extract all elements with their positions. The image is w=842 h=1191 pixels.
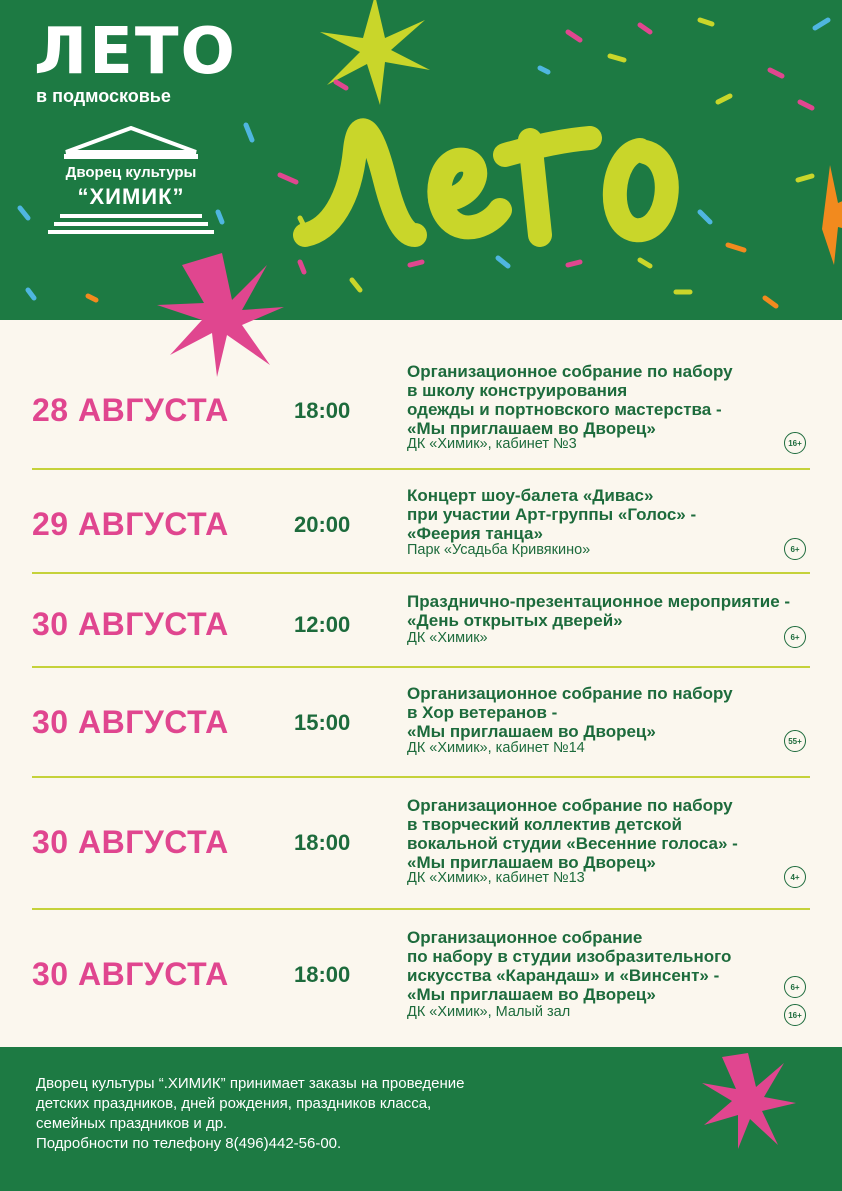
logo-line-1: Дворец культуры: [65, 164, 197, 181]
event-row: [32, 350, 810, 470]
event-row: [32, 668, 810, 778]
age-rating-badge: 6+: [784, 626, 806, 648]
footer-info-text: Дворец культуры “.ХИМИК” принимает заказы на проведение детских праздников, дней рождения, праздников класса, семейных праздников и др. Подробности по телефону 8(496)442-56-00.: [36, 1075, 465, 1152]
event-time: 18:00: [294, 398, 351, 423]
event-venue: ДК «Химик»: [407, 630, 488, 646]
event-title: Организационное собрание по набору в творческий коллектив детской вокальной студии «Весенние голоса» - «Мы приглашаем во Дворец»: [407, 796, 738, 872]
event-row: [32, 574, 810, 668]
event-venue: ДК «Химик», Малый зал: [407, 1004, 571, 1020]
event-date: 30 АВГУСТА: [32, 956, 229, 992]
event-title: Организационное собрание по набору в Хор ветеранов - «Мы приглашаем во Дворец»: [407, 684, 733, 741]
age-rating-badge: 55+: [784, 730, 806, 752]
age-rating-badge: 16+: [784, 1004, 806, 1026]
event-time: 15:00: [294, 710, 351, 735]
building-icon: [46, 126, 216, 240]
dk-khimik-logo: [46, 126, 216, 240]
event-date: 30 АВГУСТА: [32, 606, 229, 642]
event-date: 29 АВГУСТА: [32, 506, 229, 542]
handwritten-leto-graphic: [290, 60, 770, 270]
pink-star-icon: [690, 1047, 810, 1191]
event-title: Концерт шоу-балета «Дивас» при участии Арт-группы «Голос» - «Феерия танца»: [407, 486, 697, 543]
event-venue: ДК «Химик», кабинет №3: [407, 436, 577, 452]
footer-banner: [0, 1047, 842, 1191]
event-venue: ДК «Химик», кабинет №14: [407, 740, 585, 756]
header-banner: [0, 0, 842, 320]
event-venue: Парк «Усадьба Кривякино»: [407, 542, 591, 558]
event-row: [32, 910, 810, 1050]
event-time: 18:00: [294, 830, 351, 855]
event-date: 30 АВГУСТА: [32, 824, 229, 860]
event-title: Организационное собрание по набору в студии изобразительного искусства «Карандаш» и «Винсент» - «Мы приглашаем во Дворец»: [407, 928, 732, 1004]
event-time: 18:00: [294, 962, 351, 987]
event-time: 20:00: [294, 512, 351, 537]
script-word-leto: [290, 60, 770, 270]
event-date: 28 АВГУСТА: [32, 392, 229, 428]
logo-line-2: “ХИМИК”: [77, 184, 185, 209]
event-row: [32, 778, 810, 910]
brand-title: ЛЕТО: [34, 15, 237, 89]
age-rating-badge: 16+: [784, 432, 806, 454]
event-time: 12:00: [294, 612, 351, 637]
brand-subtitle: в подмосковье: [36, 86, 171, 106]
event-date: 30 АВГУСТА: [32, 704, 229, 740]
events-list: [32, 350, 810, 1050]
age-rating-badge: 6+: [784, 538, 806, 560]
event-title: Организационное собрание по набору в школу конструирования одежды и портновского мастерства - «Мы приглашаем во Дворец»: [407, 362, 733, 438]
orange-star-icon: [822, 165, 842, 265]
age-rating-badge: 4+: [784, 866, 806, 888]
event-row: [32, 470, 810, 574]
age-rating-badge: 6+: [784, 976, 806, 998]
event-venue: ДК «Химик», кабинет №13: [407, 870, 585, 886]
event-title: Празднично-презентационное мероприятие - «День открытых дверей»: [407, 592, 791, 630]
